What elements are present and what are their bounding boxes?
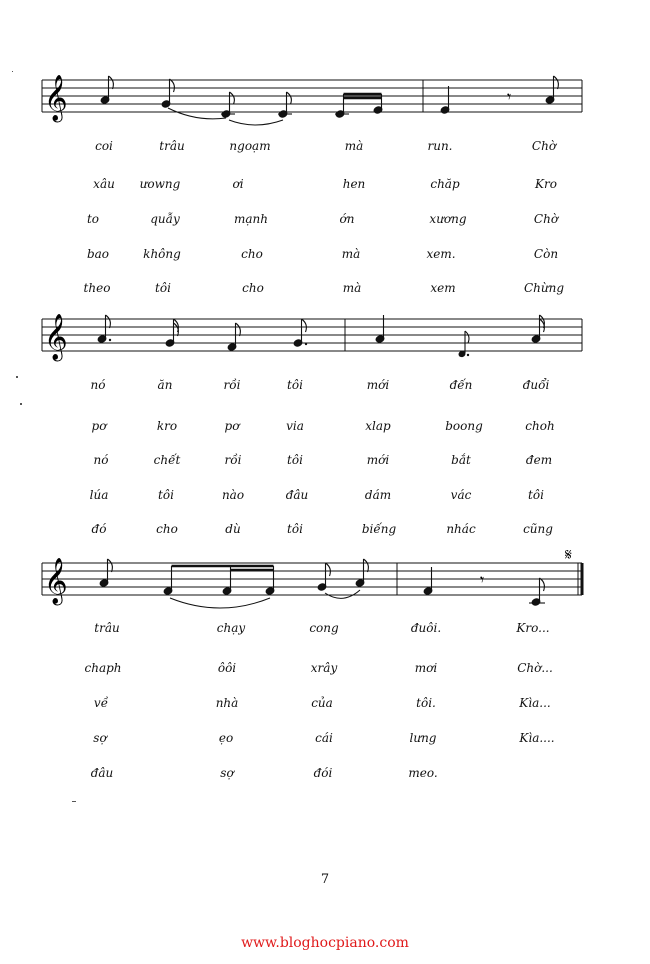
lyric-syllable: hen <box>342 177 366 191</box>
lyric-syllable: tôi <box>158 488 174 502</box>
eighth-rest-icon: 𝄾 <box>507 87 512 106</box>
lyric-syllable: bao <box>86 247 110 261</box>
lyric-syllable: tôi. <box>416 696 436 710</box>
lyric-syllable: coi <box>95 139 113 153</box>
lyric-syllable: nhà <box>215 696 239 710</box>
lyric-syllable: xlap <box>365 419 391 433</box>
verse-line <box>0 661 650 681</box>
lyric-syllable: pơ <box>91 419 107 433</box>
verse-line <box>0 419 650 439</box>
lyric-syllable: xrây <box>310 661 338 675</box>
lyric-syllable: cong <box>309 621 339 635</box>
lyric-syllable: choh <box>525 419 555 433</box>
verse-line <box>0 488 650 508</box>
lyric-syllable: cũng <box>523 522 553 536</box>
lyric-syllable: đó <box>91 522 107 536</box>
lyric-syllable: biếng <box>361 522 397 536</box>
verse-line <box>0 696 650 716</box>
scan-speck <box>12 71 13 72</box>
lyric-syllable: lúa <box>89 488 109 502</box>
lyric-syllable: ơi <box>232 177 244 191</box>
lyric-syllable: đem <box>525 453 553 467</box>
lyric-syllable: theo <box>83 281 111 295</box>
lyric-syllable: chạy <box>216 621 246 635</box>
lyric-syllable: chết <box>153 453 181 467</box>
lyric-syllable: ăn <box>157 378 173 392</box>
lyric-syllable: đuôi. <box>410 621 442 635</box>
verse-line <box>0 281 650 301</box>
lyric-syllable: nhác <box>446 522 476 536</box>
lyric-syllable: tôi <box>287 453 303 467</box>
verse-line <box>0 139 650 159</box>
lyric-syllable: meo. <box>408 766 438 780</box>
lyric-syllable: không <box>143 247 181 261</box>
lyric-syllable: mạnh <box>234 212 268 226</box>
segno-icon: 𝄋 <box>565 545 572 564</box>
lyric-syllable: dù <box>225 522 241 536</box>
lyric-syllable: ôôi <box>217 661 237 675</box>
lyric-syllable: mà <box>341 247 361 261</box>
lyric-syllable: ớn <box>339 212 355 226</box>
verse-line <box>0 247 650 267</box>
lyric-syllable: mới <box>366 453 390 467</box>
lyric-syllable: tôi <box>155 281 171 295</box>
lyric-syllable: cái <box>315 731 333 745</box>
lyric-syllable: mơi <box>414 661 438 675</box>
lyric-syllable: pơ <box>224 419 240 433</box>
lyric-syllable: trâu <box>159 139 185 153</box>
lyric-syllable: bắt <box>451 453 471 467</box>
lyric-syllable: đói <box>313 766 333 780</box>
lyric-syllable: mới <box>366 378 390 392</box>
lyric-syllable: kro <box>156 419 178 433</box>
lyric-syllable: rồi <box>224 453 242 467</box>
lyric-syllable: Chờ <box>531 139 557 153</box>
scan-speck <box>20 403 22 405</box>
treble-clef-icon: 𝄞 <box>44 75 68 121</box>
verse-line <box>0 522 650 542</box>
lyric-syllable: cho <box>156 522 178 536</box>
lyric-syllable: lưng <box>409 731 437 745</box>
footer-url[interactable]: www.bloghocpiano.com <box>241 935 409 951</box>
scan-speck <box>16 376 18 378</box>
staff-system-3 <box>0 540 650 630</box>
lyric-syllable: to <box>86 212 100 226</box>
lyric-syllable: Kìa.... <box>519 731 555 745</box>
lyric-syllable: run. <box>427 139 453 153</box>
lyric-syllable: rồi <box>223 378 241 392</box>
lyric-syllable: via <box>286 419 304 433</box>
lyric-syllable: Còn <box>533 247 559 261</box>
verse-line <box>0 378 650 398</box>
lyric-syllable: boong <box>445 419 483 433</box>
eighth-rest-icon: 𝄾 <box>480 570 485 589</box>
lyric-syllable: xem. <box>426 247 456 261</box>
lyric-syllable: sợ <box>220 766 234 780</box>
lyric-syllable: dám <box>364 488 392 502</box>
treble-clef-icon: 𝄞 <box>44 314 68 360</box>
lyric-syllable: chaph <box>84 661 122 675</box>
page-number: 7 <box>320 872 330 887</box>
lyric-syllable: Chờ... <box>517 661 553 675</box>
lyric-syllable: đuổi <box>522 378 550 392</box>
verse-line <box>0 453 650 473</box>
lyric-syllable: ngoạm <box>229 139 271 153</box>
lyric-syllable: xương <box>429 212 467 226</box>
lyric-syllable: ưowng <box>139 177 181 191</box>
lyric-syllable: nó <box>93 453 109 467</box>
verse-line <box>0 212 650 232</box>
lyric-syllable: về <box>93 696 109 710</box>
lyric-syllable: Kro... <box>516 621 550 635</box>
lyric-syllable: trâu <box>94 621 120 635</box>
lyric-syllable: Chờ <box>533 212 559 226</box>
lyric-syllable: chăp <box>430 177 460 191</box>
verse-line <box>0 177 650 197</box>
lyric-syllable: sợ <box>93 731 107 745</box>
lyric-syllable: của <box>311 696 333 710</box>
verse-line <box>0 731 650 751</box>
lyric-syllable: Kìa... <box>519 696 551 710</box>
lyric-syllable: đến <box>449 378 473 392</box>
lyric-syllable: tôi <box>528 488 544 502</box>
lyric-syllable: quẫy <box>150 212 180 226</box>
lyric-syllable: Kro <box>535 177 557 191</box>
treble-clef-icon: 𝄞 <box>44 558 68 604</box>
lyric-syllable: mà <box>342 281 362 295</box>
lyric-syllable: tôi <box>287 378 303 392</box>
lyric-syllable: tôi <box>287 522 303 536</box>
verse-line <box>0 766 650 786</box>
lyric-syllable: nào <box>221 488 245 502</box>
verse-line <box>0 621 650 641</box>
staff-system-2 <box>0 300 650 380</box>
lyric-syllable: ẹo <box>218 731 234 745</box>
staff-system-1 <box>0 58 650 188</box>
lyric-syllable: cho <box>241 247 263 261</box>
lyric-syllable: nó <box>90 378 106 392</box>
lyric-syllable: xem <box>430 281 456 295</box>
lyric-syllable: Chừng <box>523 281 565 295</box>
scan-speck <box>72 801 76 802</box>
lyric-syllable: đâu <box>285 488 309 502</box>
lyric-syllable: đâu <box>90 766 114 780</box>
lyric-syllable: xâu <box>93 177 115 191</box>
lyric-syllable: cho <box>242 281 264 295</box>
lyric-syllable: vác <box>450 488 472 502</box>
lyric-syllable: mà <box>344 139 364 153</box>
